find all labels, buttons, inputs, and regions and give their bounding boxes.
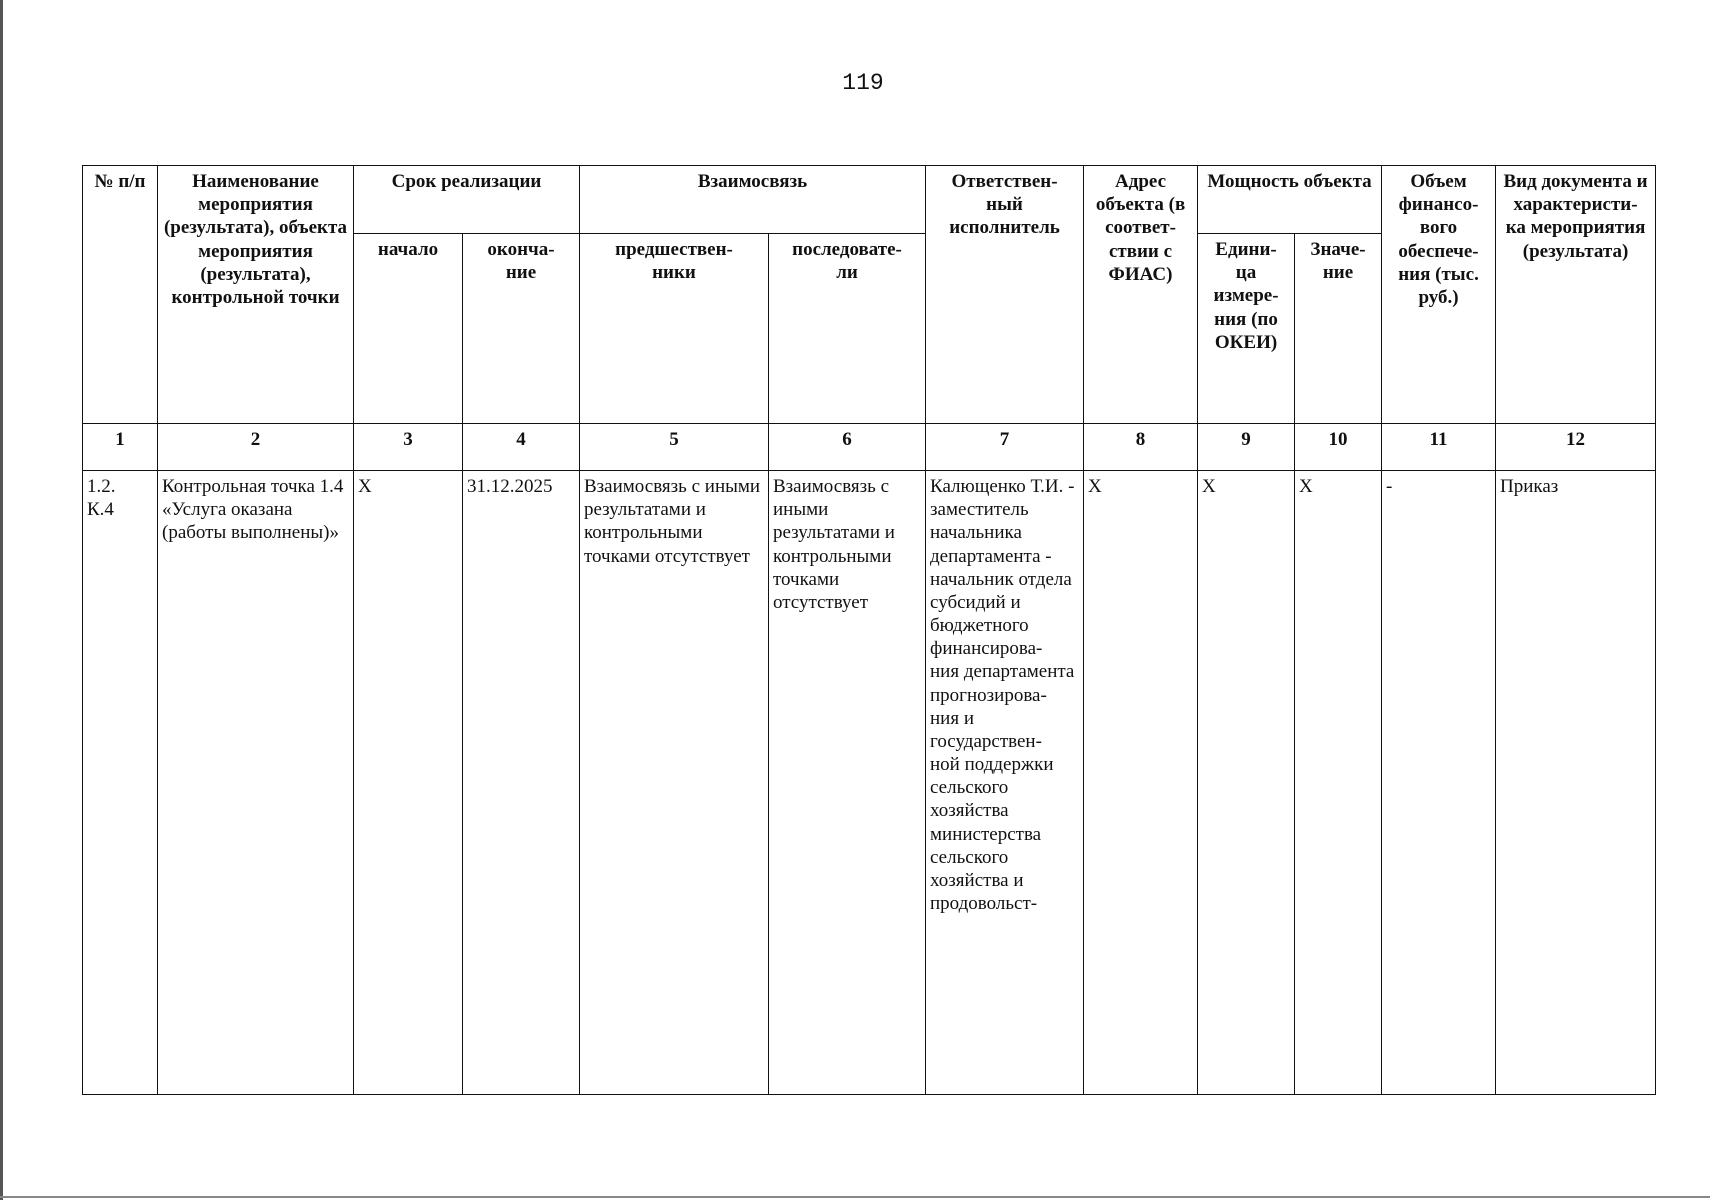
column-number: 3 [354,424,463,471]
header-name: Наименование мероприятия (результата), объекта мероприятия (результата), контрольной точки [158,166,354,424]
header-period-end: оконча- ние [463,234,580,424]
column-number: 12 [1496,424,1656,471]
cell-value: X [1295,471,1382,1095]
column-number: 8 [1084,424,1198,471]
cell-address: X [1084,471,1198,1095]
column-number: 7 [926,424,1084,471]
header-capacity-unit: Едини- ца измере- ния (по ОКЕИ) [1198,234,1295,424]
header-period-start: начало [354,234,463,424]
cell-funding: - [1382,471,1496,1095]
cell-name: Контрольная точка 1.4 «Услуга оказана (работы выполнены)» [158,471,354,1095]
cell-start: X [354,471,463,1095]
cell-doc-type: Приказ [1496,471,1656,1095]
column-number: 11 [1382,424,1496,471]
header-period: Срок реализации [354,166,580,234]
page-left-edge [0,0,3,1200]
column-number: 2 [158,424,354,471]
cell-num: 1.2. К.4 [83,471,158,1095]
page-number: 119 [842,70,884,96]
header-address: Адрес объекта (в соответ- ствии с ФИАС) [1084,166,1198,424]
action-plan-table [82,165,1656,1095]
header-responsible: Ответствен- ный исполнитель [926,166,1084,424]
cell-end: 31.12.2025 [463,471,580,1095]
header-capacity: Мощность объекта [1198,166,1382,234]
header-relation: Взаимосвязь [580,166,926,234]
column-number: 6 [769,424,926,471]
column-number: 9 [1198,424,1295,471]
header-funding: Объем финансо- вого обеспече- ния (тыс. руб.) [1382,166,1496,424]
column-number: 5 [580,424,769,471]
cell-next: Взаимосвязь с иными результатами и контрольными точками отсутствует [769,471,926,1095]
cell-prev: Взаимосвязь с иными результатами и контрольными точками отсутствует [580,471,769,1095]
header-capacity-value: Значе- ние [1295,234,1382,424]
cell-unit: X [1198,471,1295,1095]
table-row [83,471,1656,1095]
header-doc-type: Вид документа и характеристи- ка мероприятия (результата) [1496,166,1656,424]
header-relation-prev: предшествен- ники [580,234,769,424]
column-number: 1 [83,424,158,471]
column-number: 4 [463,424,580,471]
header-relation-next: последовате- ли [769,234,926,424]
header-num: № п/п [83,166,158,424]
cell-responsible: Калющенко Т.И. - заместитель начальника департамента - начальник отдела субсидий и бюджетного финансирова- ния департамента прогнозирова- ния и государствен- ной поддержки сельского хозяйства министерства сельского хозяйства и продовольст- [926,471,1084,1095]
column-number: 10 [1295,424,1382,471]
bottom-rule [0,1196,1710,1198]
